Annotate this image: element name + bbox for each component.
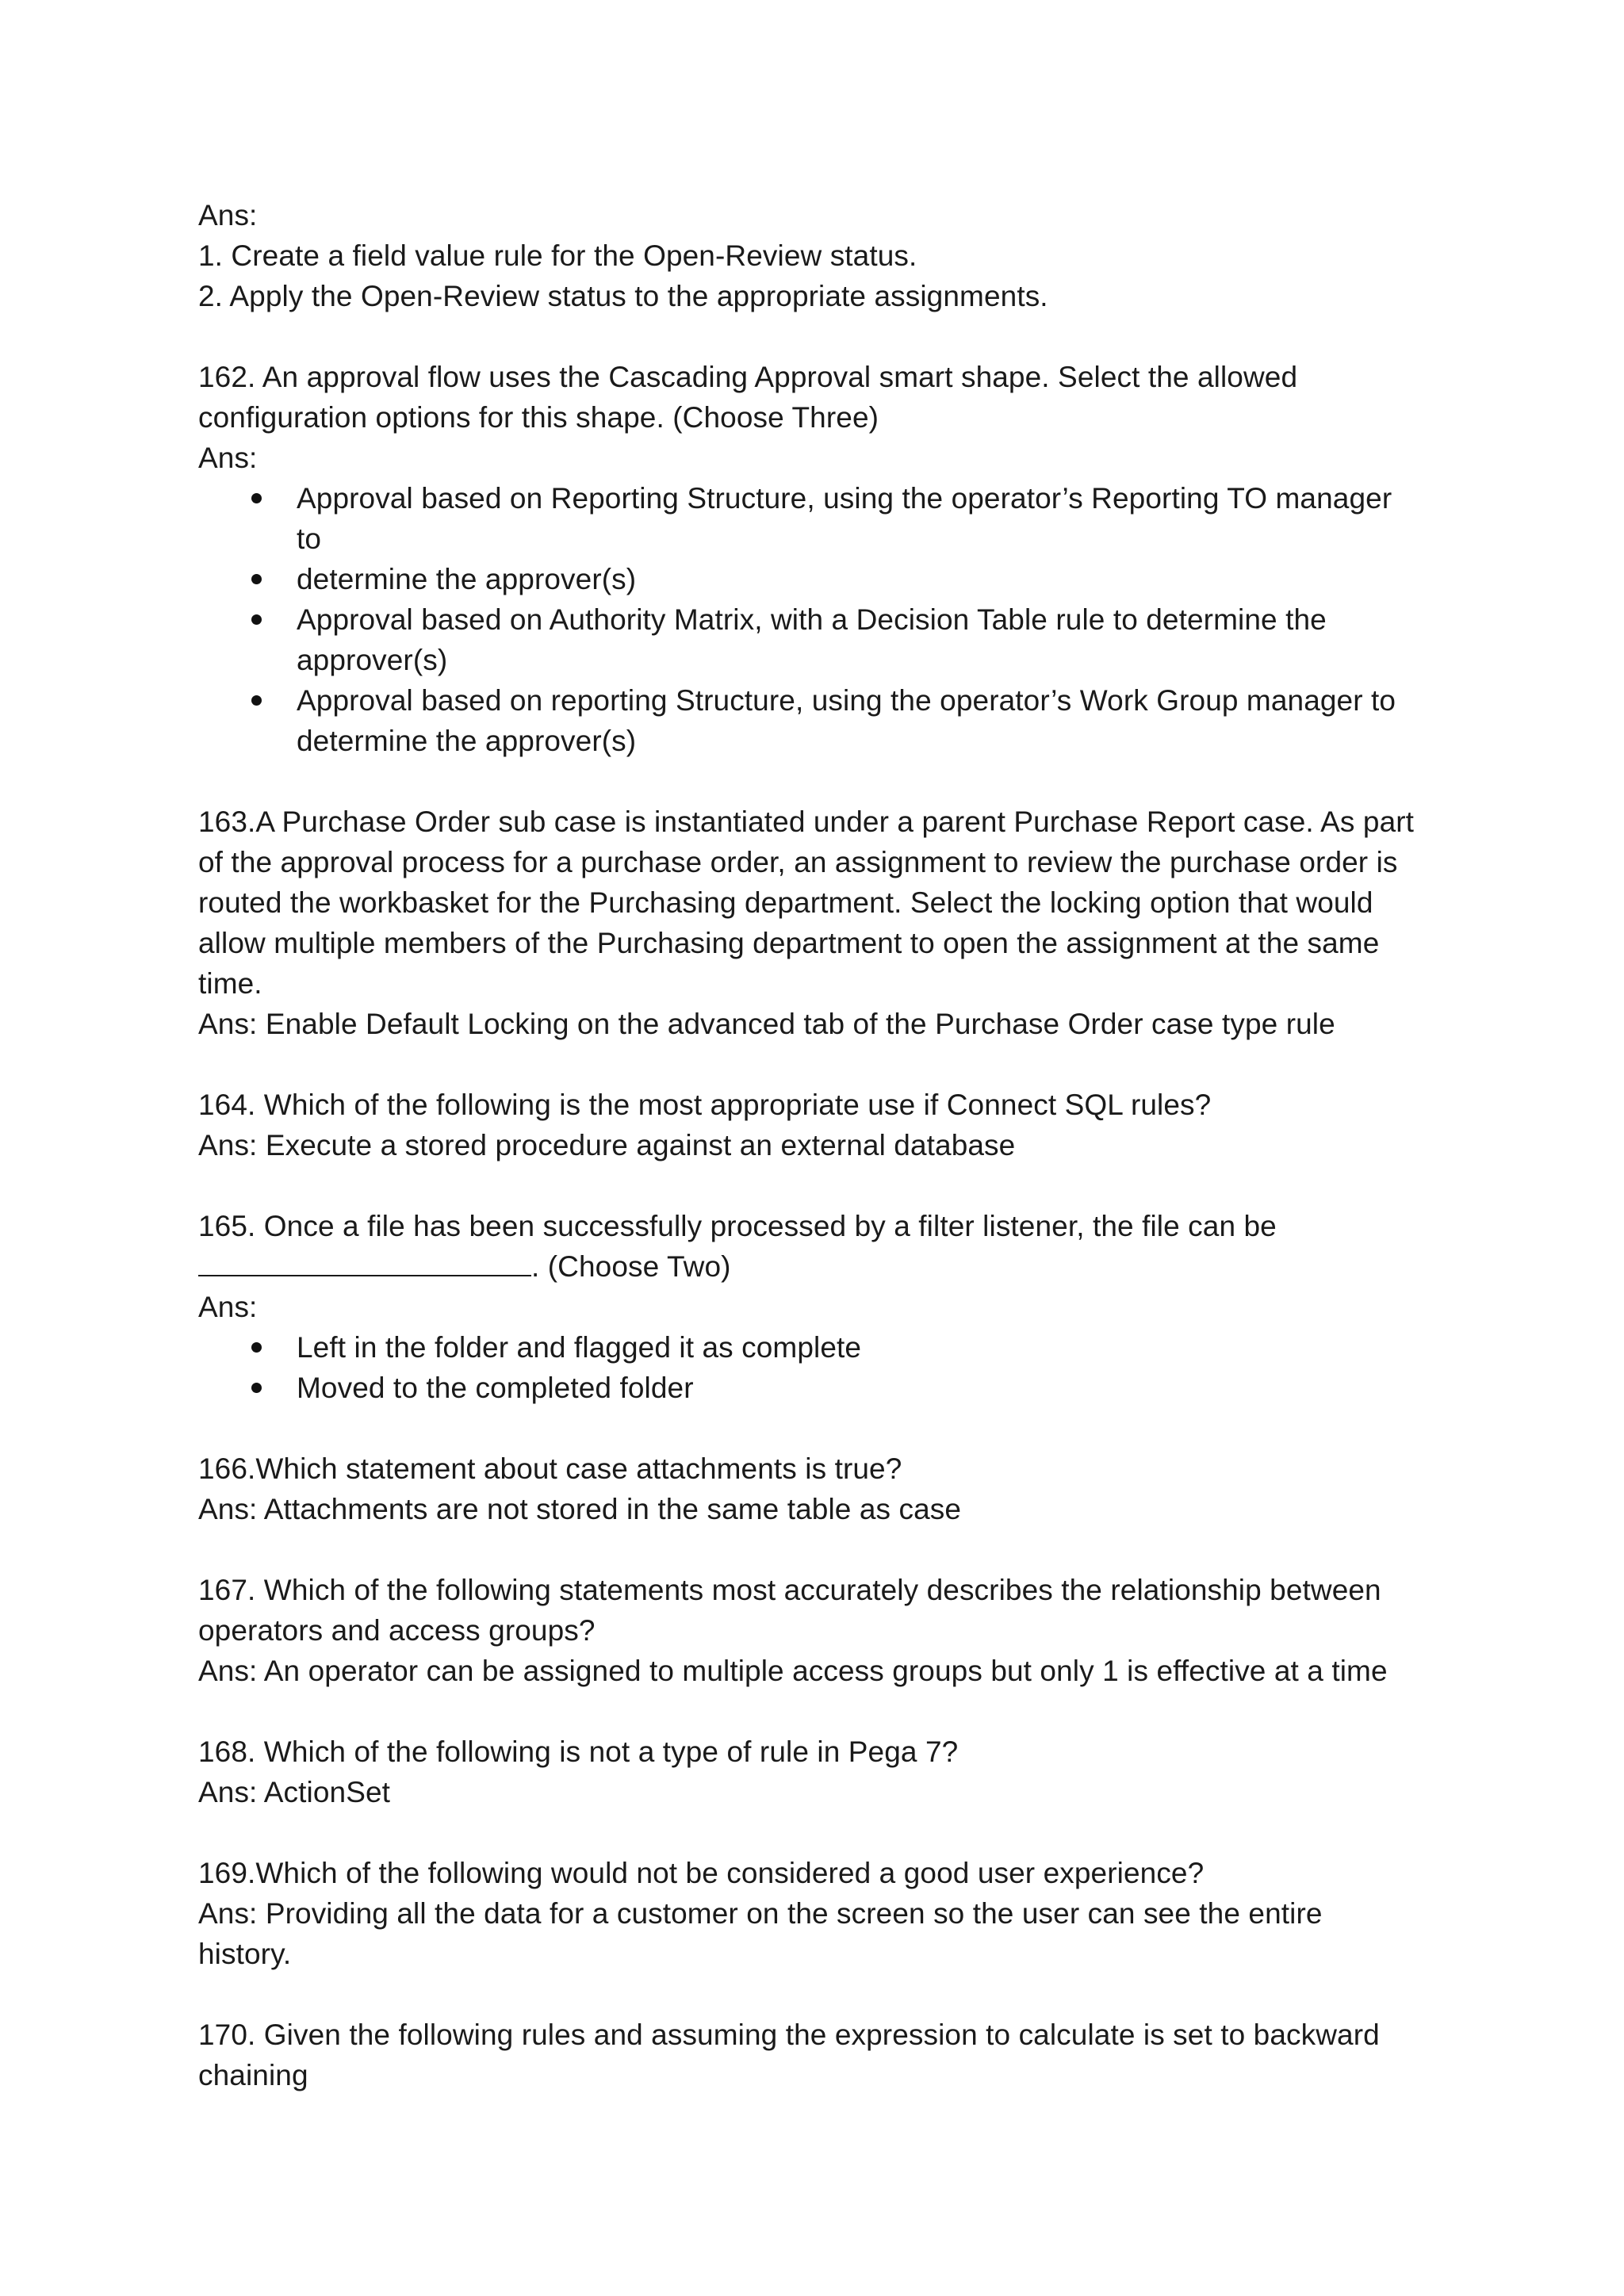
question-block-166 [198,1448,1443,1529]
answer-block-161 [198,195,1443,316]
bullet-dot-icon [251,574,262,584]
question-text: 168. Which of the following is not a type of rule in Pega 7? [198,1735,959,1768]
answer-text: Ans: Execute a stored procedure against an external database [198,1129,1016,1161]
question-text: 170. Given the following rules and assuming the expression to calculate is set to backward [198,2019,1380,2051]
question-block-163 [198,802,1443,1044]
question-text: 163.A Purchase Order sub case is instantiated under a parent Purchase Report case. As part [198,806,1415,838]
bullet-dot-icon [251,695,262,706]
question-text: 165. Once a file has been successfully processed by a filter listener, the file can be [198,1210,1277,1242]
fill-in-blank [198,1248,531,1276]
bullet-dot-icon [251,1342,262,1353]
question-text: 164. Which of the following is the most appropriate use if Connect SQL rules? [198,1089,1212,1121]
question-text: chaining [198,2059,308,2091]
ans-label: Ans: [198,442,258,474]
answer-bullet-list [198,1327,1443,1408]
question-text: configuration options for this shape. (Choose Three) [198,401,879,434]
ans-label: Ans: [198,199,258,232]
bullet-text: determine the approver(s) [297,563,637,595]
bullet-text: Approval based on Reporting Structure, using the operator’s Reporting TO manager [297,482,1392,515]
question-text: 166.Which statement about case attachments is true? [198,1452,902,1485]
question-block-170 [198,2015,1443,2095]
bullet-text: Left in the folder and flagged it as complete [297,1331,862,1364]
answer-text: Ans: Providing all the data for a customer on the screen so the user can see the entire [198,1897,1323,1930]
question-block-164 [198,1085,1443,1165]
answer-text: Ans: Enable Default Locking on the advanced tab of the Purchase Order case type rule [198,1008,1335,1040]
answer-bullet-list [198,478,1443,761]
bullet-dot-icon [251,1383,262,1393]
question-text: of the approval process for a purchase order, an assignment to review the purchase order is [198,846,1398,878]
question-text-blank-line [198,1246,1443,1287]
bullet-dot-icon [251,493,262,503]
bullet-dot-icon [251,614,262,625]
list-item [198,599,1443,680]
question-block-167 [198,1570,1443,1691]
bullet-text: Approval based on Authority Matrix, with a Decision Table rule to determine the [297,603,1327,636]
list-item [198,1368,1443,1408]
bullet-text: determine the approver(s) [297,725,637,757]
question-text: 169.Which of the following would not be considered a good user experience? [198,1857,1205,1889]
list-item [198,1327,1443,1368]
question-text: operators and access groups? [198,1614,596,1647]
bullet-text: approver(s) [297,644,448,676]
bullet-text: Moved to the completed folder [297,1372,694,1404]
question-block-169 [198,1853,1443,1974]
ans-label: Ans: [198,1291,258,1323]
question-block-165 [198,1206,1443,1408]
question-block-162 [198,357,1443,761]
question-text: time. [198,967,262,1000]
question-text: 162. An approval flow uses the Cascading Approval smart shape. Select the allowed [198,361,1298,393]
answer-step: 2. Apply the Open-Review status to the appropriate assignments. [198,280,1048,312]
document-body [198,195,1443,2095]
answer-text: history. [198,1938,292,1970]
answer-step: 1. Create a field value rule for the Open-Review status. [198,239,917,272]
question-text: routed the workbasket for the Purchasing department. Select the locking option that would [198,886,1373,919]
list-item [198,559,1443,599]
question-block-168 [198,1732,1443,1812]
question-text: allow multiple members of the Purchasing department to open the assignment at the same [198,927,1380,959]
bullet-text: to [297,522,322,555]
list-item [198,478,1443,559]
question-text: 167. Which of the following statements most accurately describes the relationship between [198,1574,1381,1606]
answer-text: Ans: An operator can be assigned to multiple access groups but only 1 is effective at a time [198,1655,1388,1687]
list-item [198,680,1443,761]
bullet-text: Approval based on reporting Structure, using the operator’s Work Group manager to [297,684,1396,717]
question-text: . (Choose Two) [531,1250,731,1283]
answer-text: Ans: Attachments are not stored in the same table as case [198,1493,962,1525]
answer-text: Ans: ActionSet [198,1776,391,1808]
